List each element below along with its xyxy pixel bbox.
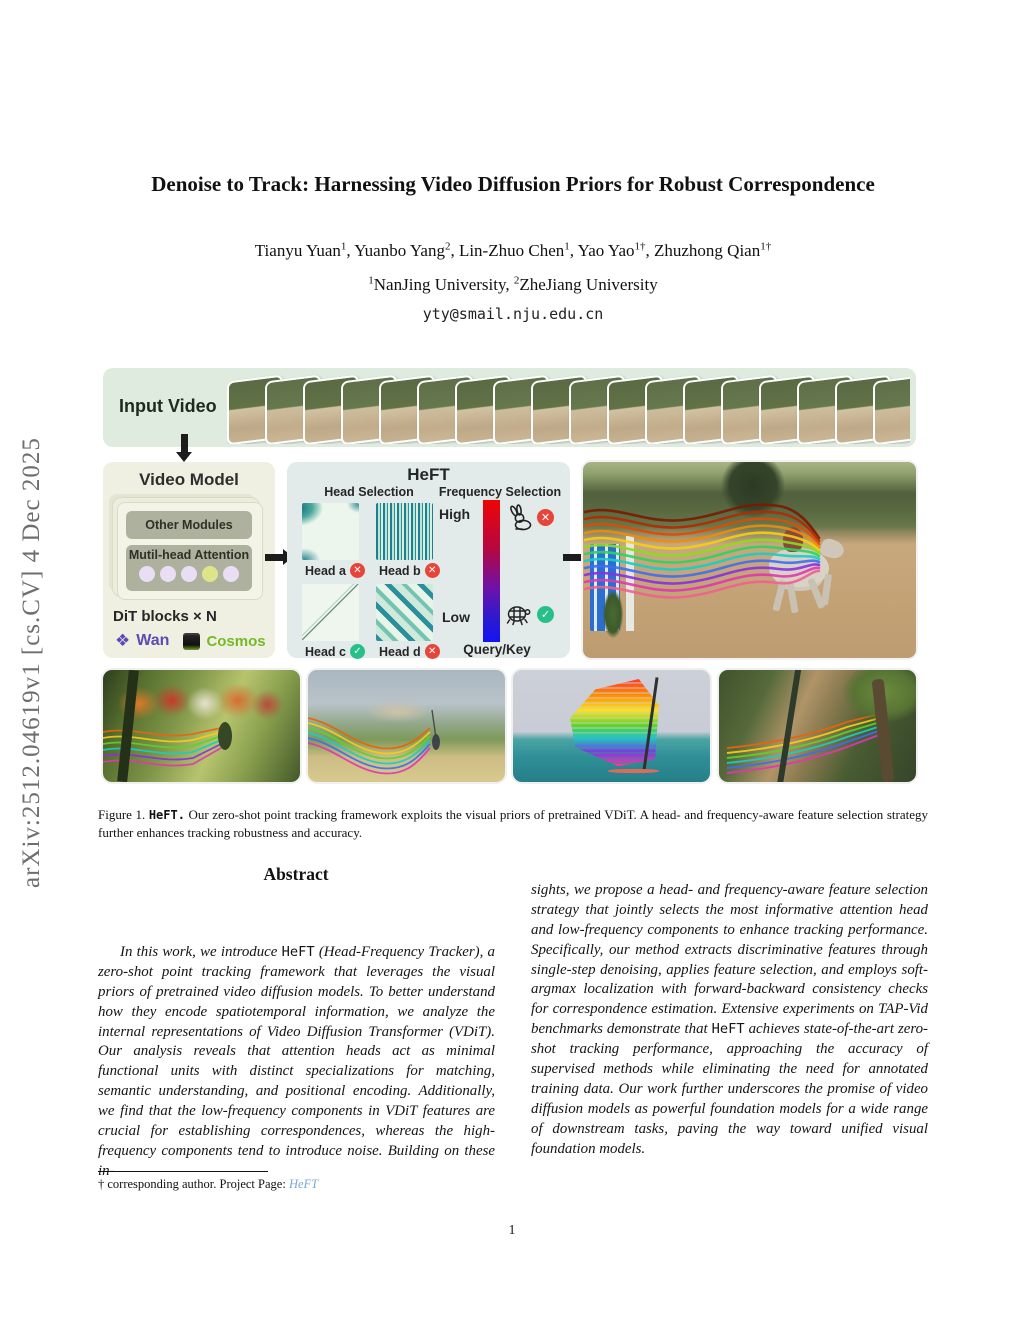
page-number: 1	[508, 1222, 516, 1237]
input-video-label: Input Video	[119, 396, 217, 416]
dit-block-card	[117, 502, 263, 600]
surfboard	[608, 769, 659, 773]
footnote-rule	[98, 1171, 268, 1172]
reject-icon: ✕	[537, 509, 554, 526]
figure-1	[103, 368, 916, 783]
abstract-column-right	[531, 881, 928, 1160]
head-dot	[139, 566, 155, 582]
attention-map-head-a	[302, 503, 359, 560]
attention-map-head-b	[376, 503, 433, 560]
freq-low-label: Low	[442, 609, 470, 625]
head-a-label: Head a ✕	[305, 563, 365, 578]
footnote	[98, 1177, 518, 1192]
result-image-animal	[719, 670, 916, 782]
tree-foliage	[819, 670, 916, 739]
other-modules-box: Other Modules	[126, 511, 252, 539]
affiliation: $^2$ZheJiang University	[513, 274, 658, 294]
paper-title: Denoise to Track: Harnessing Video Diffusion Priors for Robust Correspondence	[151, 172, 875, 196]
tracking-trails-graphic	[583, 462, 916, 658]
frequency-gradient-bar	[483, 500, 500, 642]
model-logos	[115, 632, 266, 650]
query-key-label: Query/Key	[463, 642, 531, 657]
frequency-selection-label: Frequency Selection	[438, 485, 562, 499]
down-arrow-icon	[181, 434, 188, 454]
video-model-panel	[103, 462, 275, 658]
cosmos-logo-label: Cosmos	[206, 632, 266, 650]
wan-logo-icon: ❖	[115, 630, 131, 651]
author: Tianyu Yuan$^1$,	[254, 240, 355, 260]
head-dot-selected	[202, 566, 218, 582]
freq-high-label: High	[439, 506, 471, 522]
attention-head-dots	[126, 566, 252, 582]
reject-icon: ✕	[425, 563, 440, 578]
rabbit-icon	[506, 504, 534, 532]
figure-caption	[98, 806, 928, 843]
reject-icon: ✕	[350, 563, 365, 578]
graffiti-wall	[119, 674, 284, 732]
head-b-label: Head b ✕	[379, 563, 440, 578]
head-c-label: Head c ✓	[305, 644, 365, 659]
right-arrow-icon	[563, 554, 585, 561]
project-page-link[interactable]: HeFT	[288, 1177, 319, 1191]
dit-blocks-label: DiT blocks × N	[113, 608, 217, 625]
abstract-heading: Abstract	[263, 864, 329, 884]
tracking-trails-graphic	[308, 670, 505, 782]
video-frames-strip	[227, 374, 910, 444]
heft-title: HeFT	[407, 465, 450, 484]
result-image-cycling	[103, 670, 300, 782]
head-selection-label: Head Selection	[324, 485, 414, 499]
head-d-label: Head d ✕	[379, 644, 440, 659]
heft-panel	[287, 462, 570, 658]
valley-village	[343, 699, 451, 724]
reject-icon: ✕	[425, 644, 440, 659]
affiliation: $^1$NanJing University,	[368, 274, 514, 294]
author: Zhuzhong Qian$^{1\dagger}$	[654, 240, 772, 260]
author: Yuanbo Yang$^2$,	[354, 240, 459, 260]
attention-map-head-d	[376, 584, 433, 641]
attention-map-head-c	[302, 584, 359, 641]
head-dot	[223, 566, 239, 582]
cosmos-logo-icon	[183, 633, 200, 650]
accept-icon: ✓	[537, 606, 554, 623]
video-model-title: Video Model	[139, 470, 239, 489]
result-image-horse-tracking	[583, 462, 916, 658]
result-image-paragliding	[308, 670, 505, 782]
author: Yao Yao$^{1\dagger}$,	[577, 240, 654, 260]
turtle-icon	[504, 600, 532, 628]
head-dot	[160, 566, 176, 582]
contact-email: yty@smail.nju.edu.cn	[422, 305, 604, 323]
video-frame	[873, 375, 910, 444]
right-arrow-icon	[265, 554, 287, 561]
input-video-panel	[103, 368, 916, 447]
caption-method-name: HeFT.	[148, 808, 185, 822]
wan-logo-label: Wan	[136, 632, 170, 649]
head-dot	[181, 566, 197, 582]
caption-prefix: Figure 1.	[98, 807, 146, 822]
multihead-attention-box	[126, 545, 252, 591]
multihead-attention-label: Mutil-head Attention	[128, 548, 250, 562]
abstract-text-left: In this work, we introduce HeFT (Head-Frequency Tracker), a zero-shot point tracking framework that leverages the visual priors of pretrained video diffusion models. To better understand how they encode spatiotemporal information, we analyze the internal representations of Video Diffusion Transformer (VDiT). Our analysis reveals that attention heads act as minimal functional units with distinct specializations for matching, semantic understanding, and positional encoding. Additionally, we find that the low-frequency components in VDiT features are crucial for establishing correspondences, whereas the high-frequency components tend to introduce noise. Building on these in-	[98, 943, 496, 1179]
arxiv-sidebar-label: arXiv:2512.04619v1 [cs.CV] 4 Dec 2025	[18, 437, 45, 889]
abstract-text-right: sights, we propose a head- and frequency-aware feature selection strategy that jointly selects the most informative attention head and low-frequency components to enhance tracking performance. Specifically, our method extracts discriminative features through single-step denoising, applies feature selection, and employs soft-argmax localization with forward-backward consistency checks for correspondence estimation. Extensive experiments on TAP-Vid benchmarks demonstrate that HeFT achieves state-of-the-art zero-shot tracking performance, approaching the accuracy of supervised methods while eliminating the need for annotated training data. Our work further underscores the promise of video diffusion models as powerful foundation models for a wide range of downstream tasks, paving the way toward unified visual foundation models.	[531, 881, 928, 1157]
caption-text: Our zero-shot point tracking framework exploits the visual priors of pretrained VDiT. A head- and frequency-aware feature selection strategy further enhances tracking robustness and accuracy.	[98, 807, 929, 841]
author-line	[98, 240, 928, 261]
author: Lin-Zhuo Chen$^1$,	[458, 240, 578, 260]
accept-icon: ✓	[350, 644, 365, 659]
footnote-text: † corresponding author. Project Page:	[98, 1177, 289, 1191]
abstract-column-left	[98, 943, 495, 1182]
affiliation-line	[98, 274, 928, 295]
result-image-windsurfing	[513, 670, 710, 782]
